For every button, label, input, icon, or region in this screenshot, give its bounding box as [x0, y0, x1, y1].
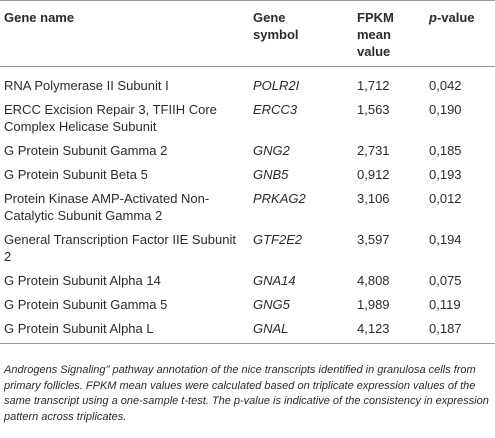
table-body — [0, 67, 495, 344]
fpkm-cell: 0,912 — [357, 167, 390, 182]
table-row — [0, 268, 495, 292]
gene-symbol-cell: GNB5 — [253, 167, 289, 182]
p-value-cell: 0,190 — [429, 102, 462, 117]
table-row — [0, 97, 495, 138]
gene-name-cell: General Transcription Factor IIE Subunit 2 — [4, 232, 236, 264]
gene-name-cell: G Protein Subunit Beta 5 — [4, 167, 148, 182]
header-fpkm-mean-value — [353, 1, 425, 67]
gene-symbol-cell: GNAL — [253, 321, 289, 336]
header-p-value — [425, 1, 495, 67]
gene-symbol-cell: POLR2I — [253, 78, 300, 93]
p-value-cell: 0,012 — [429, 191, 462, 206]
gene-name-cell: ERCC Excision Repair 3, TFIIH Core Complex Helicase Subunit — [4, 102, 217, 134]
fpkm-cell: 2,731 — [357, 143, 390, 158]
header-fpkm-line3: value — [357, 44, 391, 59]
gene-symbol-cell: GNA14 — [253, 273, 296, 288]
table-row — [0, 186, 495, 227]
fpkm-cell: 3,597 — [357, 232, 390, 247]
gene-name-cell: Protein Kinase AMP-Activated Non-Catalytic Subunit Gamma 2 — [4, 191, 210, 223]
p-value-cell: 0,042 — [429, 78, 462, 93]
gene-symbol-cell: PRKAG2 — [253, 191, 306, 206]
fpkm-cell: 1,989 — [357, 297, 390, 312]
gene-name-cell: G Protein Subunit Alpha 14 — [4, 273, 161, 288]
header-fpkm-line2: mean — [357, 27, 391, 42]
gene-symbol-cell: ERCC3 — [253, 102, 298, 117]
table-row — [0, 316, 495, 344]
header-gene-symbol-line2: symbol — [253, 27, 299, 42]
gene-name-cell: G Protein Subunit Alpha L — [4, 321, 154, 336]
table-row — [0, 67, 495, 98]
header-p-value-p: p — [429, 10, 437, 25]
p-value-cell: 0,193 — [429, 167, 462, 182]
table-row — [0, 138, 495, 162]
fpkm-cell: 3,106 — [357, 191, 390, 206]
header-row — [0, 1, 495, 67]
gene-symbol-cell: GNG5 — [253, 297, 290, 312]
p-value-cell: 0,185 — [429, 143, 462, 158]
fpkm-cell: 4,808 — [357, 273, 390, 288]
header-gene-symbol-line1: Gene — [253, 10, 286, 25]
gene-name-cell: RNA Polymerase II Subunit I — [4, 78, 169, 93]
table-header — [0, 1, 495, 67]
p-value-cell: 0,075 — [429, 273, 462, 288]
p-value-cell: 0,119 — [429, 297, 461, 312]
header-gene-symbol — [249, 1, 353, 67]
table-row — [0, 162, 495, 186]
table-row — [0, 227, 495, 268]
table-row — [0, 292, 495, 316]
gene-name-cell: G Protein Subunit Gamma 2 — [4, 143, 168, 158]
fpkm-cell: 1,563 — [357, 102, 390, 117]
header-fpkm-line1: FPKM — [357, 10, 394, 25]
fpkm-cell: 1,712 — [357, 78, 390, 93]
header-p-value-suffix: -value — [436, 10, 475, 25]
fpkm-cell: 4,123 — [357, 321, 390, 336]
p-value-cell: 0,187 — [429, 321, 462, 336]
table-caption: Androgens Signaling" pathway annotation of the nice transcripts identified in granulosa cells from primary follicles. FPKM mean values were calculated based on triplicate expression values of the same transcript using a one-sample t-test. The p-value is indicative of the consistency in expression pattern across triplicates. — [4, 364, 489, 423]
gene-name-cell: G Protein Subunit Gamma 5 — [4, 297, 168, 312]
p-value-cell: 0,194 — [429, 232, 462, 247]
gene-symbol-cell: GTF2E2 — [253, 232, 303, 247]
gene-symbol-cell: GNG2 — [253, 143, 290, 158]
header-gene-name: Gene name — [4, 10, 75, 25]
